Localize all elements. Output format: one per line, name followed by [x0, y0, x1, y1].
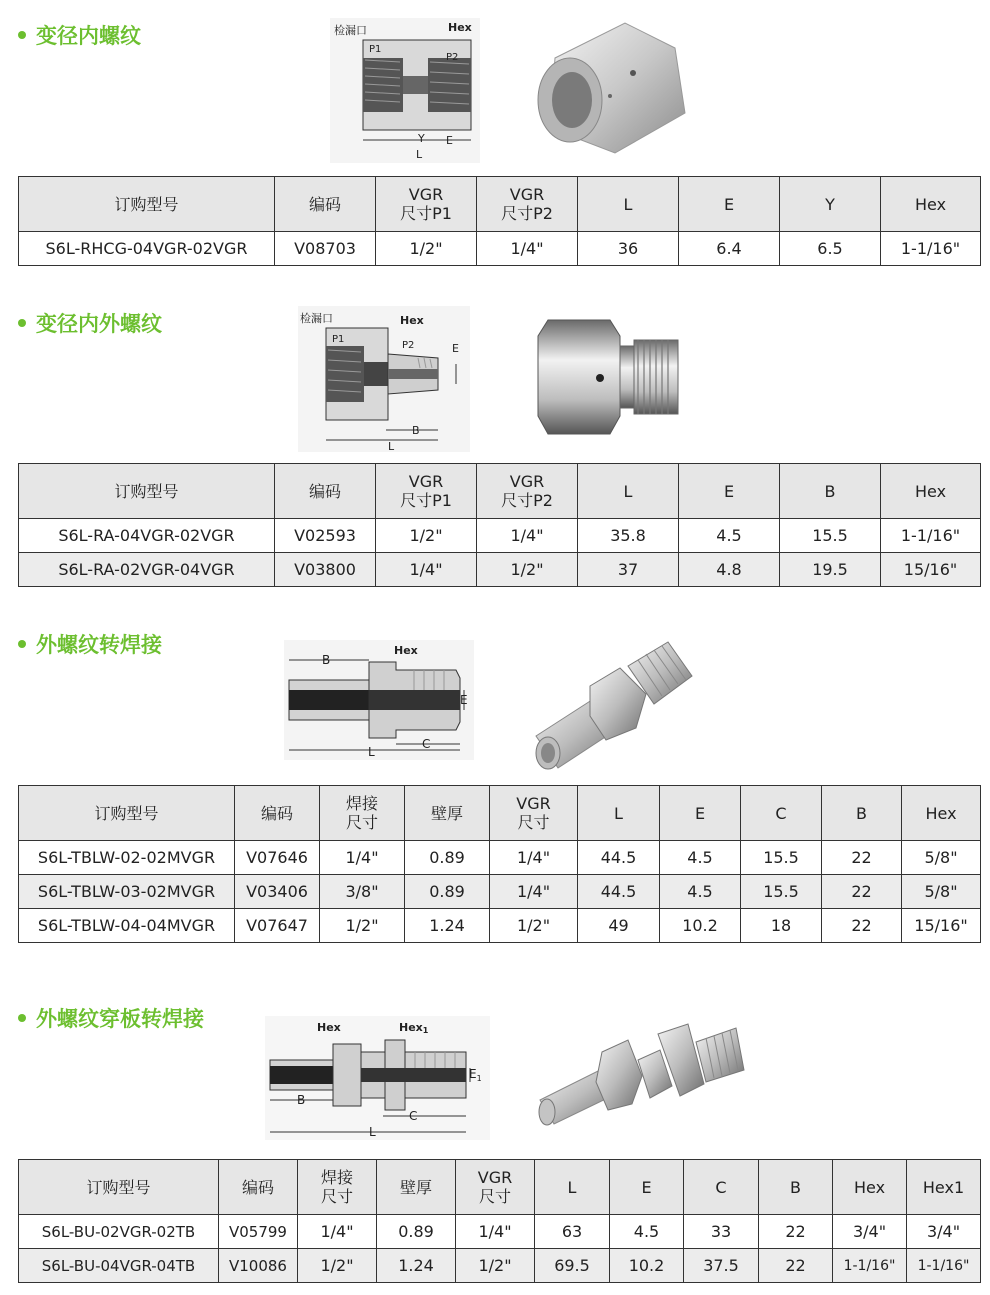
hex-label: Hex: [317, 1021, 341, 1034]
spec-table-2: [18, 463, 981, 587]
table-cell: 22: [759, 1215, 833, 1249]
header-cell: VGR 尺寸P2: [477, 177, 578, 232]
table-cell: 1/2": [376, 232, 477, 266]
b-label: B: [297, 1093, 306, 1107]
table-header-row: [19, 177, 981, 232]
table-cell: 37.5: [684, 1249, 759, 1283]
l-label: L: [416, 148, 423, 161]
header-cell: C: [684, 1160, 759, 1215]
table-cell: 1/4": [320, 841, 405, 875]
table-cell: 3/4": [833, 1215, 907, 1249]
table-cell: 0.89: [377, 1215, 456, 1249]
model-cell: S6L-RA-02VGR-04VGR: [19, 553, 275, 587]
table-header-row: [19, 1160, 981, 1215]
table-cell: 22: [822, 875, 902, 909]
product-photo-1: [525, 18, 690, 163]
bullet-icon: [18, 319, 26, 327]
cross-section-diagram-1: [330, 18, 480, 163]
table-cell: 37: [578, 553, 679, 587]
e-label: E: [452, 342, 459, 355]
c-label: C: [409, 1109, 418, 1123]
l-label: L: [369, 1125, 376, 1139]
table-cell: 1/4": [298, 1215, 377, 1249]
b-label: B: [412, 424, 420, 437]
table-cell: 1-1/16": [833, 1249, 907, 1283]
table-cell: 19.5: [780, 553, 881, 587]
table-row: [19, 1249, 981, 1283]
model-cell: S6L-BU-04VGR-04TB: [19, 1249, 219, 1283]
header-cell: VGR 尺寸P1: [376, 177, 477, 232]
leak-port-label: 检漏口: [300, 312, 333, 325]
table-cell: 6.5: [780, 232, 881, 266]
bullet-icon: [18, 1014, 26, 1022]
p1-label: P1: [332, 334, 345, 345]
section-title-4: [18, 1003, 204, 1033]
model-cell: S6L-TBLW-03-02MVGR: [19, 875, 235, 909]
header-cell: 订购型号: [19, 1160, 219, 1215]
table-cell: 3/4": [907, 1215, 981, 1249]
header-cell: L: [578, 786, 660, 841]
product-photo-3: [528, 636, 698, 772]
spec-table-1: [18, 176, 981, 266]
table-row: [19, 909, 981, 943]
product-photo-2: [530, 316, 690, 440]
code-cell: V05799: [219, 1215, 298, 1249]
code-cell: V02593: [275, 519, 376, 553]
table-cell: 1-1/16": [881, 519, 981, 553]
l-label: L: [388, 440, 395, 452]
table-cell: 1/4": [376, 553, 477, 587]
c-label: C: [422, 737, 431, 751]
code-cell: V03406: [235, 875, 320, 909]
bullet-icon: [18, 640, 26, 648]
table-cell: 22: [822, 909, 902, 943]
table-cell: 35.8: [578, 519, 679, 553]
table-header-row: [19, 464, 981, 519]
p2-label: P2: [402, 340, 415, 351]
header-cell: E: [679, 177, 780, 232]
bullet-icon: [18, 31, 26, 39]
cross-section-diagram-3: [284, 640, 474, 760]
l-label: L: [368, 745, 375, 759]
table-cell: 44.5: [578, 875, 660, 909]
header-cell: VGR 尺寸: [456, 1160, 535, 1215]
header-cell: 编码: [219, 1160, 298, 1215]
header-cell: E: [660, 786, 741, 841]
spec-table-3: [18, 785, 981, 943]
header-cell: 订购型号: [19, 177, 275, 232]
table-cell: 15.5: [741, 841, 822, 875]
table-cell: 10.2: [610, 1249, 684, 1283]
table-cell: 1/4": [477, 232, 578, 266]
header-cell: VGR 尺寸P2: [477, 464, 578, 519]
product-photo-4: [530, 1020, 745, 1132]
header-cell: VGR 尺寸: [490, 786, 578, 841]
header-cell: Hex: [881, 177, 981, 232]
table-cell: 36: [578, 232, 679, 266]
p1-label: P1: [369, 44, 382, 55]
header-cell: B: [759, 1160, 833, 1215]
e1-label: $E_1$: [469, 1067, 482, 1083]
table-cell: 4.5: [679, 519, 780, 553]
table-row: [19, 1215, 981, 1249]
header-cell: Y: [780, 177, 881, 232]
header-cell: VGR 尺寸P1: [376, 464, 477, 519]
section-title-text: 变径内螺纹: [36, 24, 141, 48]
table-cell: 4.5: [660, 841, 741, 875]
table-cell: 1.24: [405, 909, 490, 943]
table-cell: 49: [578, 909, 660, 943]
y-label: Y: [418, 132, 425, 145]
table-cell: 1/4": [456, 1215, 535, 1249]
header-cell: E: [610, 1160, 684, 1215]
section-title-1: [18, 20, 141, 50]
table-cell: 1/2": [477, 553, 578, 587]
hex-label: Hex: [394, 644, 418, 657]
table-cell: 4.8: [679, 553, 780, 587]
model-cell: S6L-TBLW-04-04MVGR: [19, 909, 235, 943]
code-cell: V03800: [275, 553, 376, 587]
hex1-label: Hex1: [399, 1021, 429, 1035]
model-cell: S6L-RHCG-04VGR-02VGR: [19, 232, 275, 266]
table-cell: 4.5: [660, 875, 741, 909]
section-title-3: [18, 629, 162, 659]
header-cell: L: [578, 464, 679, 519]
table-cell: 4.5: [610, 1215, 684, 1249]
section-title-2: [18, 308, 162, 338]
header-cell: Hex1: [907, 1160, 981, 1215]
table-row: [19, 232, 981, 266]
code-cell: V07646: [235, 841, 320, 875]
table-cell: 15.5: [780, 519, 881, 553]
table-cell: 22: [759, 1249, 833, 1283]
header-cell: E: [679, 464, 780, 519]
header-cell: Hex: [881, 464, 981, 519]
table-cell: 1/2": [376, 519, 477, 553]
table-cell: 1-1/16": [881, 232, 981, 266]
table-cell: 5/8": [902, 841, 981, 875]
table-cell: 5/8": [902, 875, 981, 909]
header-cell: 壁厚: [405, 786, 490, 841]
hex-label: Hex: [400, 314, 424, 327]
header-cell: C: [741, 786, 822, 841]
table-cell: 6.4: [679, 232, 780, 266]
table-cell: 15/16": [902, 909, 981, 943]
model-cell: S6L-BU-02VGR-02TB: [19, 1215, 219, 1249]
cross-section-diagram-4: [265, 1016, 490, 1140]
table-cell: 10.2: [660, 909, 741, 943]
table-cell: 1/2": [490, 909, 578, 943]
header-cell: 编码: [275, 177, 376, 232]
header-cell: Hex: [902, 786, 981, 841]
e-label: E: [446, 134, 453, 147]
table-cell: 3/8": [320, 875, 405, 909]
table-cell: 0.89: [405, 875, 490, 909]
table-cell: 1/4": [490, 841, 578, 875]
code-cell: V10086: [219, 1249, 298, 1283]
header-cell: Hex: [833, 1160, 907, 1215]
table-cell: 1-1/16": [907, 1249, 981, 1283]
header-cell: B: [780, 464, 881, 519]
header-cell: L: [578, 177, 679, 232]
table-cell: 63: [535, 1215, 610, 1249]
model-cell: S6L-RA-04VGR-02VGR: [19, 519, 275, 553]
table-cell: 15/16": [881, 553, 981, 587]
table-cell: 15.5: [741, 875, 822, 909]
header-cell: 订购型号: [19, 464, 275, 519]
table-cell: 44.5: [578, 841, 660, 875]
b-label: B: [322, 653, 331, 667]
table-cell: 18: [741, 909, 822, 943]
hex-label: Hex: [448, 21, 472, 34]
code-cell: V07647: [235, 909, 320, 943]
section-title-text: 变径内外螺纹: [36, 312, 162, 336]
p2-label: P2: [446, 52, 459, 63]
header-cell: 编码: [235, 786, 320, 841]
table-row: [19, 519, 981, 553]
header-cell: 焊接 尺寸: [320, 786, 405, 841]
code-cell: V08703: [275, 232, 376, 266]
table-row: [19, 841, 981, 875]
table-cell: 1/4": [490, 875, 578, 909]
table-cell: 1.24: [377, 1249, 456, 1283]
header-cell: B: [822, 786, 902, 841]
table-cell: 0.89: [405, 841, 490, 875]
table-cell: 1/4": [477, 519, 578, 553]
model-cell: S6L-TBLW-02-02MVGR: [19, 841, 235, 875]
spec-table-4: [18, 1159, 981, 1283]
header-cell: 订购型号: [19, 786, 235, 841]
section-title-text: 外螺纹穿板转焊接: [36, 1007, 204, 1031]
section-title-text: 外螺纹转焊接: [36, 633, 162, 657]
table-cell: 22: [822, 841, 902, 875]
table-header-row: [19, 786, 981, 841]
e-label: E: [460, 693, 468, 707]
table-row: [19, 553, 981, 587]
leak-port-label: 检漏口: [334, 24, 367, 37]
table-row: [19, 875, 981, 909]
table-cell: 1/2": [320, 909, 405, 943]
header-cell: 壁厚: [377, 1160, 456, 1215]
table-cell: 1/2": [298, 1249, 377, 1283]
table-cell: 1/2": [456, 1249, 535, 1283]
header-cell: 编码: [275, 464, 376, 519]
table-cell: 33: [684, 1215, 759, 1249]
table-cell: 69.5: [535, 1249, 610, 1283]
header-cell: L: [535, 1160, 610, 1215]
cross-section-diagram-2: [298, 306, 470, 452]
header-cell: 焊接 尺寸: [298, 1160, 377, 1215]
